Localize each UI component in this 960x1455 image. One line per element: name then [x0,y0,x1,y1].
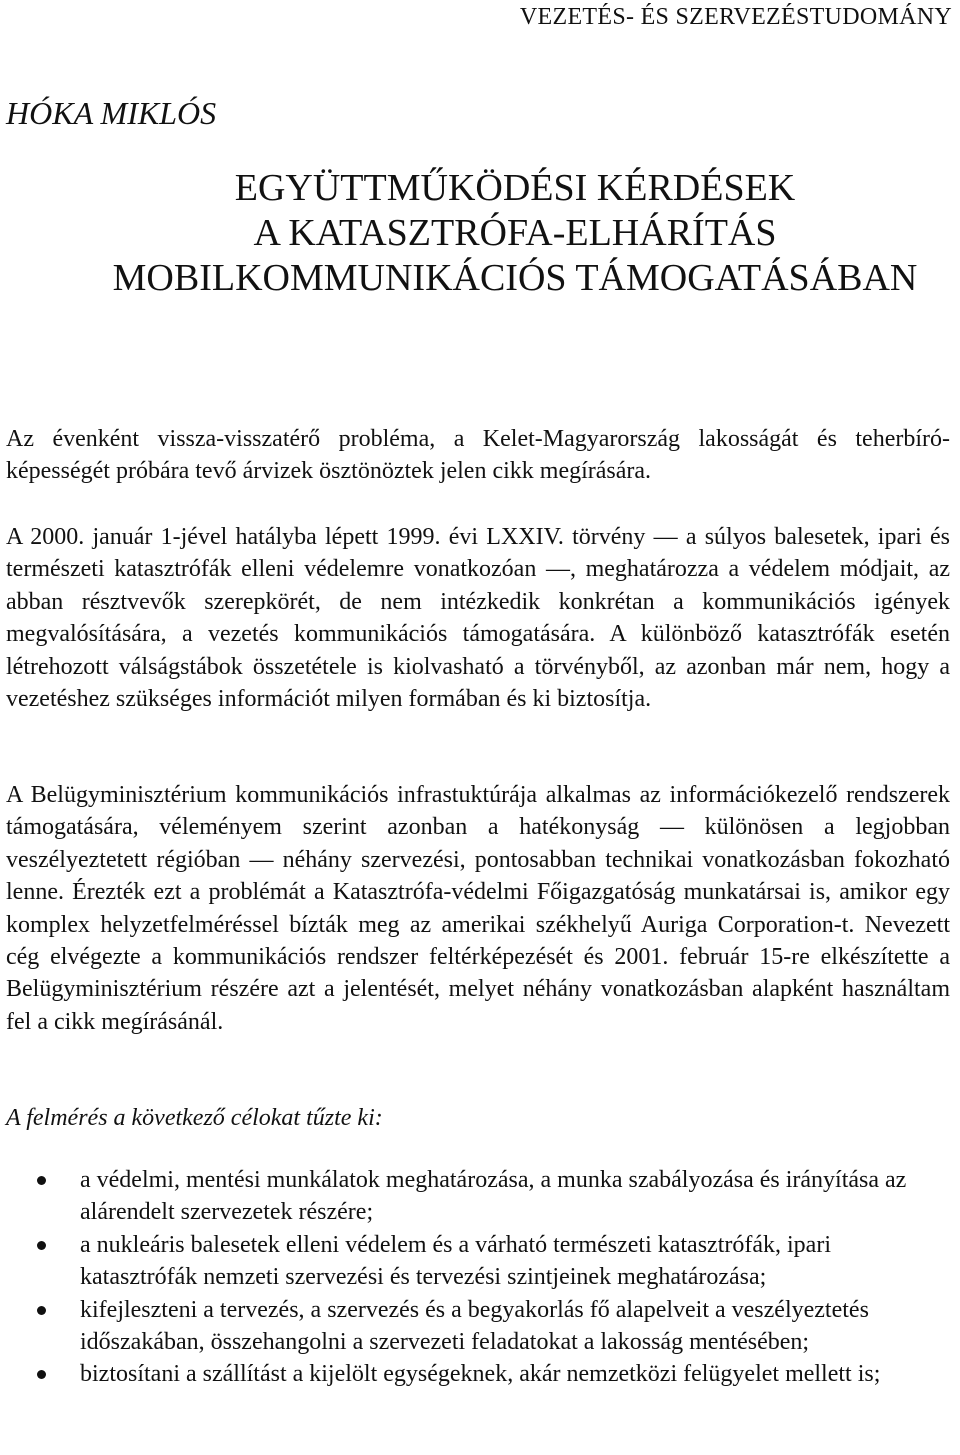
list-item [0,1229,960,1294]
list-item-text: biztosítani a szállítást a kijelölt egységeknek, akár nemzetközi felügyelet mellett is; [80,1361,881,1388]
author-name: HÓKA MIKLÓS [6,95,217,131]
paragraph [6,423,950,488]
section-subheading: A felmérés a következő célokat tűzte ki: [6,1105,383,1131]
list-item-text: kifejleszteni a tervezés, a szervezés és a begyakorlás fő alapelveit a veszélyeztetés időszakában, összehangolni a szervezeti feladatokat a lakosság mentésében; [80,1296,869,1356]
goals-list [0,1164,960,1391]
bullet-icon [37,1306,46,1315]
list-item-text: a nukleáris balesetek elleni védelem és a várható természeti katasztrófák, ipari katasztrófák nemzeti szervezési és tervezési szintjeinek meghatározása; [80,1231,831,1291]
paragraph-text: A 2000. január 1-jével hatályba lépett 1999. évi LXXIV. törvény — a súlyos balesetek, ipari és természeti katasztrófák elleni védelemre vonatkozóan —, meghatározza a védelem módjait, az abban résztvevők szerepkörét, de nem intézkedik konkrétan a kommunikációs igények megvalósítására, a vezetés kommunikációs támogatására. A különböző katasztrófák esetén létrehozott válságstábok összetétele is kiolvasható a törvényből, az azonban már nem, hogy a vezetéshez szükséges információt milyen formában és ki biztosítja. [6,524,950,713]
list-item [0,1294,960,1359]
bullet-icon [37,1370,46,1379]
title-line: MOBILKOMMUNIKÁCIÓS TÁMOGATÁSÁBAN [112,257,918,299]
bullet-icon [37,1241,46,1250]
paragraph-text: A Belügyminisztérium kommunikációs infrastuktúrája alkalmas az információkezelő rendszerek támogatására, véleményem szerint azonban a hatékonyság — különösen a legjobban veszélyeztetett régióban — néhány szervezési, pontosabban technikai vonatkozásban fokozható lenne. Érezték ezt a problémát a Katasztrófa-védelmi Főigazgatóság munkatársai is, amikor egy komplex helyzetfelméréssel bízták meg az amerikai székhelyű Auriga Corporation-t. Nevezett cég elvégezte a kommunikációs rendszer feltérképezését és 2001. február 15-re elkészítette a Belügyminisztérium részére azt a jelentését, melyet néhány vonatkozásban alapként használtam fel a cikk megírásánál. [6,782,950,1035]
bullet-icon [37,1176,46,1185]
paragraph-text: Az évenként vissza-visszatérő probléma, a Kelet-Magyarország lakosságát és teherbíró-képességét próbára tevő árvizek ösztönöztek jelen cikk megírására. [6,426,950,485]
article-title [0,166,960,301]
paragraph [6,521,950,715]
title-line: A KATASZTRÓFA-ELHÁRÍTÁS [253,212,777,254]
list-item-text: a védelmi, mentési munkálatok meghatározása, a munka szabályozása és irányítása az alárendelt szervezetek részére; [80,1167,907,1226]
title-line: EGYÜTTMŰKÖDÉSI KÉRDÉSEK [234,167,796,209]
running-header: VEZETÉS- ÉS SZERVEZÉSTUDOMÁNY [519,4,952,30]
list-item [0,1164,960,1229]
paragraph [6,779,950,1038]
list-item [0,1358,960,1390]
